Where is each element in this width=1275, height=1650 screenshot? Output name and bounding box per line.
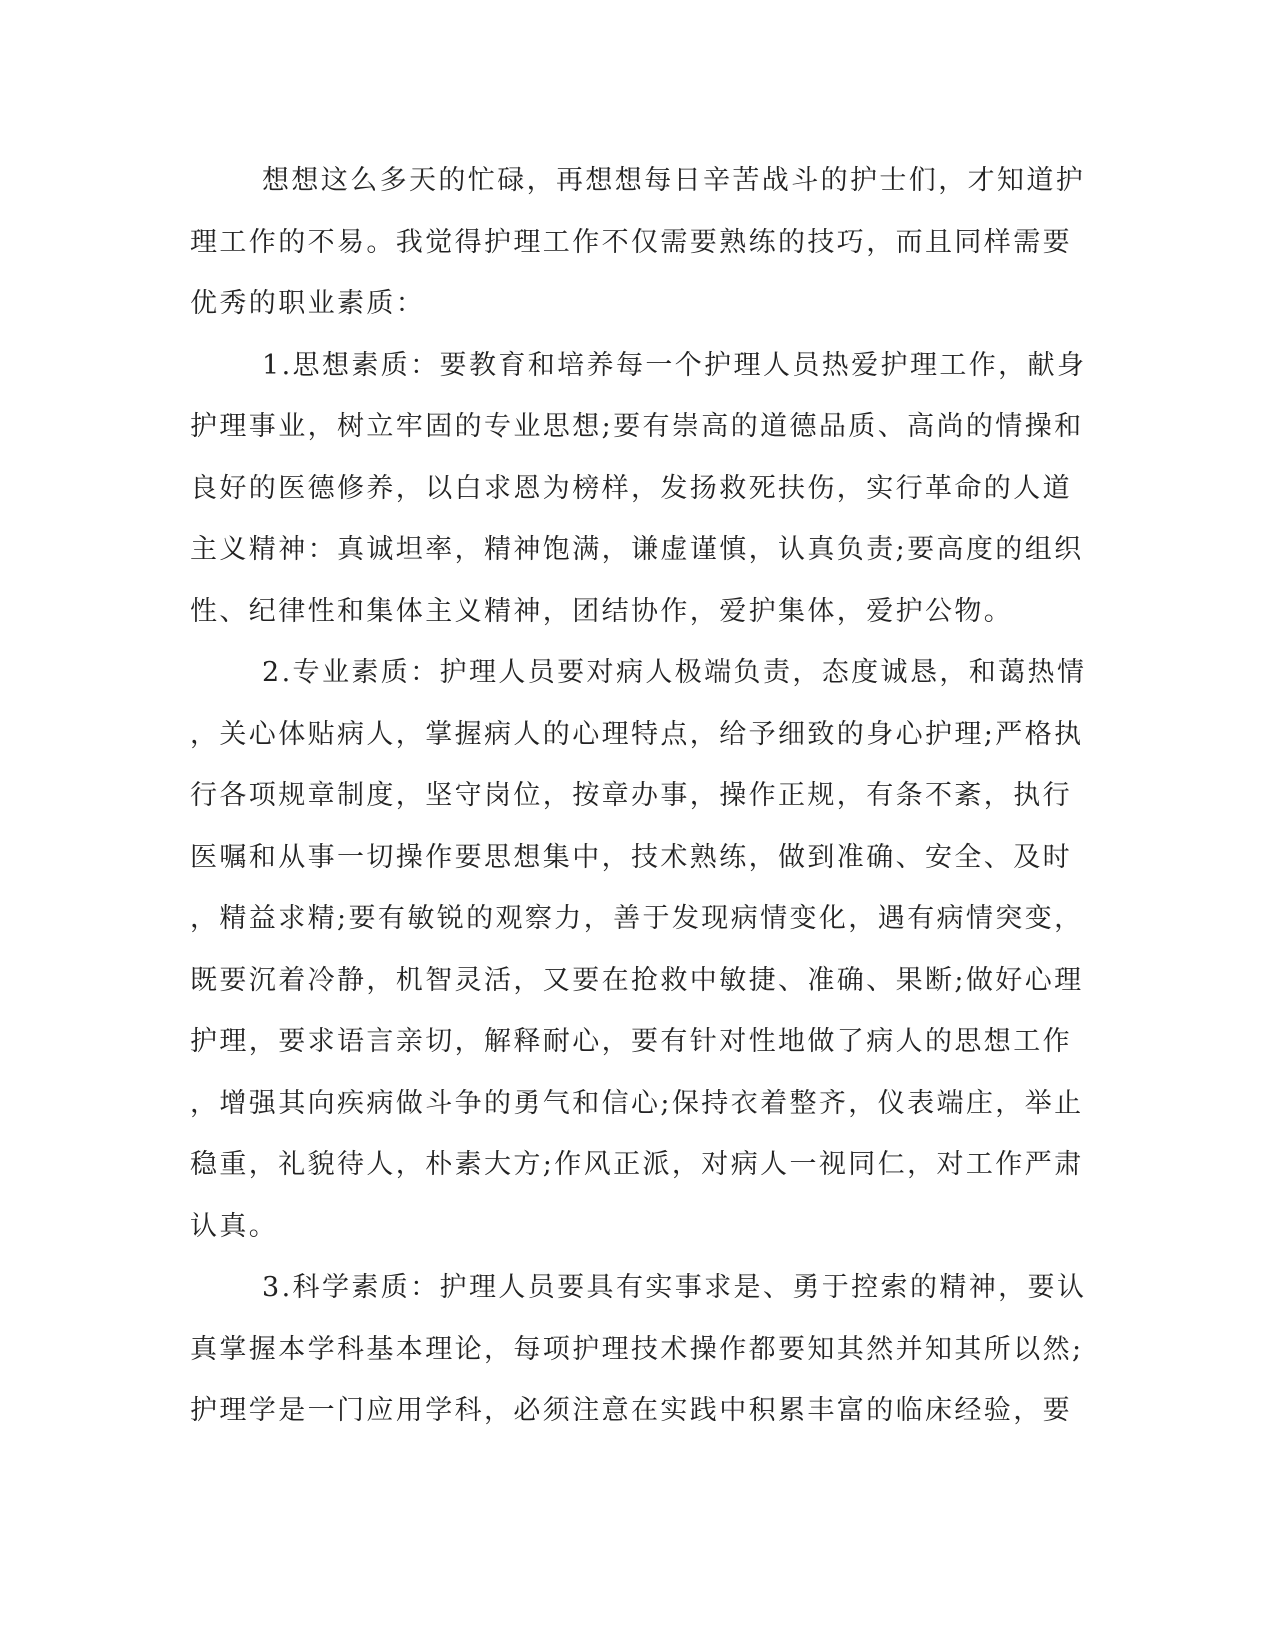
text-line: ，精益求精;要有敏锐的观察力，善于发现病情变化，遇有病情突变， [190, 903, 1084, 934]
text-line: 性、纪律性和集体主义精神，团结协作，爱护集体，爱护公物。 [190, 595, 1014, 627]
text-line: 护理事业，树立牢固的专业思想;要有崇高的道德品质、高尚的情操和 [190, 411, 1084, 442]
text-line: 3.科学素质：护理人员要具有实事求是、勇于控索的精神，要认 [262, 1272, 1087, 1303]
document-body [190, 150, 1087, 1442]
text-line: 行各项规章制度，坚守岗位，按章办事，操作正规，有条不紊，执行 [190, 780, 1072, 811]
text-line: 理工作的不易。我觉得护理工作不仅需要熟练的技巧，而且同样需要 [190, 226, 1072, 258]
text-line: 2.专业素质：护理人员要对病人极端负责，态度诚恳，和蔼热情 [262, 657, 1087, 688]
text-line: 主义精神：真诚坦率，精神饱满，谦虚谨慎，认真负责;要高度的组织 [190, 534, 1084, 565]
text-line: 稳重，礼貌待人，朴素大方;作风正派，对病人一视同仁，对工作严肃 [190, 1149, 1084, 1180]
text-line: 想想这么多天的忙碌，再想想每日辛苦战斗的护士们，才知道护 [262, 165, 1086, 196]
text-line: 既要沉着冷静，机智灵活，又要在抢救中敏捷、准确、果断;做好心理 [190, 964, 1084, 996]
text-line: 良好的医德修养，以白求恩为榜样，发扬救死扶伤，实行革命的人道 [190, 472, 1072, 504]
text-line: 医嘱和从事一切操作要思想集中，技术熟练，做到准确、安全、及时 [190, 841, 1072, 873]
text-line: ，关心体贴病人，掌握病人的心理特点，给予细致的身心护理;严格执 [190, 718, 1084, 750]
text-line: 1.思想素质：要教育和培养每一个护理人员热爱护理工作，献身 [262, 349, 1087, 381]
text-line: 优秀的职业素质： [190, 288, 426, 319]
text-line: 真掌握本学科基本理论，每项护理技术操作都要知其然并知其所以然; [190, 1333, 1084, 1365]
text-line: 护理学是一门应用学科，必须注意在实践中积累丰富的临床经验，要 [190, 1395, 1072, 1426]
text-line: 认真。 [190, 1210, 279, 1242]
text-line: 护理，要求语言亲切，解释耐心，要有针对性地做了病人的思想工作 [190, 1026, 1072, 1057]
text-line: ，增强其向疾病做斗争的勇气和信心;保持衣着整齐，仪表端庄，举止 [190, 1087, 1084, 1119]
